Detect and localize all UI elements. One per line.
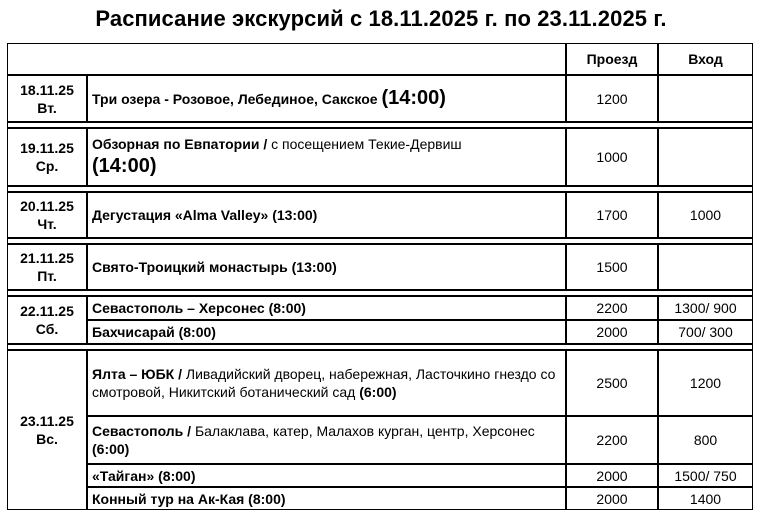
- tour-name-bold: «Тайган» (8:00): [92, 467, 196, 484]
- table-row: [7, 75, 753, 122]
- table-row: [7, 487, 753, 510]
- tour-name-cell: [87, 296, 566, 320]
- tour-name-bold: Обзорная по Евпатории /: [92, 136, 272, 152]
- tour-entry-price: 1300/ 900: [658, 296, 753, 320]
- day-weekday: Пт.: [37, 268, 57, 284]
- day-weekday: Ср.: [35, 158, 59, 174]
- tour-name-cell: [87, 350, 566, 416]
- day-weekday: Вс.: [36, 431, 58, 447]
- tour-name-bold: Конный тур на Ак-Кая (8:00): [92, 490, 286, 507]
- day-date-cell: [7, 244, 87, 290]
- tour-name-cell: [87, 487, 566, 510]
- header-row: [7, 43, 753, 75]
- page-title: Расписание экскурсий с 18.11.2025 г. по 23.11.2025 г.: [95, 6, 667, 31]
- tour-name-cell: [87, 416, 566, 464]
- header-travel: Проезд: [566, 43, 658, 75]
- tour-name-cell: [87, 128, 566, 186]
- day-date: 22.11.25: [20, 303, 74, 319]
- tour-travel-price: 1000: [566, 128, 658, 186]
- day-date-cell: [7, 350, 87, 510]
- tour-name-bold: Бахчисарай (8:00): [92, 324, 216, 340]
- tour-name-bold: Севастополь /: [92, 423, 195, 439]
- tour-travel-price: 2200: [566, 416, 658, 464]
- day-date: 20.11.25: [20, 198, 74, 214]
- tour-name-cell: [87, 75, 566, 122]
- header-blank: [7, 43, 566, 75]
- tour-name-cell: [87, 192, 566, 238]
- tour-entry-price: [658, 75, 753, 122]
- day-date-cell: [7, 296, 87, 344]
- table-row: [7, 128, 753, 186]
- tour-name-plain: Ливадийский дворец, набережная, Ласточкино гнездо со смотровой, Никитский ботанический сад: [92, 366, 556, 400]
- tour-travel-price: 2000: [566, 464, 658, 487]
- tour-name-bold: Ялта – ЮБК /: [92, 366, 186, 382]
- table-row: [7, 464, 753, 487]
- tour-entry-price: [658, 244, 753, 290]
- tour-time: (6:00): [92, 441, 130, 457]
- day-weekday: Вт.: [37, 99, 57, 116]
- tour-entry-price: 1400: [658, 487, 753, 510]
- tour-name-cell: [87, 464, 566, 487]
- tour-travel-price: 1200: [566, 75, 658, 122]
- tour-name-plain: с посещением Текие-Дервиш: [271, 136, 462, 152]
- tour-travel-price: 2000: [566, 320, 658, 344]
- tour-entry-price: 700/ 300: [658, 320, 753, 344]
- day-date: 19.11.25: [20, 140, 74, 156]
- tour-entry-price: 1200: [658, 350, 753, 416]
- day-date-cell: [7, 192, 87, 238]
- tour-name-cell: [87, 320, 566, 344]
- tour-name-cell: [87, 244, 566, 290]
- tour-entry-price: [658, 128, 753, 186]
- tour-travel-price: 2500: [566, 350, 658, 416]
- tour-name-bold: Севастополь – Херсонес (8:00): [92, 300, 306, 316]
- tour-name-plain: Балаклава, катер, Малахов курган, центр, Херсонес: [194, 423, 535, 439]
- day-date-cell: [7, 128, 87, 186]
- tour-name-bold: Три озера - Розовое, Лебединое, Сакское: [92, 91, 382, 107]
- tour-entry-price: 1000: [658, 192, 753, 238]
- day-date: 18.11.25: [20, 81, 74, 98]
- table-row: [7, 416, 753, 464]
- day-date-cell: [7, 75, 87, 122]
- tour-entry-price: 1500/ 750: [658, 464, 753, 487]
- table-row: [7, 296, 753, 320]
- day-date: 23.11.25: [20, 413, 74, 429]
- table-row: [7, 320, 753, 344]
- tour-travel-price: 2000: [566, 487, 658, 510]
- table-row: [7, 350, 753, 416]
- tour-entry-price: 800: [658, 416, 753, 464]
- tour-name-bold: Дегустация «Alma Valley» (13:00): [92, 207, 318, 223]
- header-entry: Вход: [658, 43, 753, 75]
- tour-name-bold: Свято-Троицкий монастырь (13:00): [92, 259, 337, 275]
- day-date: 21.11.25: [20, 250, 74, 266]
- tour-time: (6:00): [359, 384, 397, 400]
- tour-time: (14:00): [92, 155, 157, 177]
- tour-travel-price: 2200: [566, 296, 658, 320]
- schedule-table: [7, 43, 753, 510]
- day-weekday: Чт.: [37, 216, 57, 232]
- tour-time: (14:00): [381, 87, 446, 109]
- day-weekday: Сб.: [35, 321, 59, 337]
- table-row: [7, 244, 753, 290]
- tour-travel-price: 1700: [566, 192, 658, 238]
- table-row: [7, 192, 753, 238]
- tour-travel-price: 1500: [566, 244, 658, 290]
